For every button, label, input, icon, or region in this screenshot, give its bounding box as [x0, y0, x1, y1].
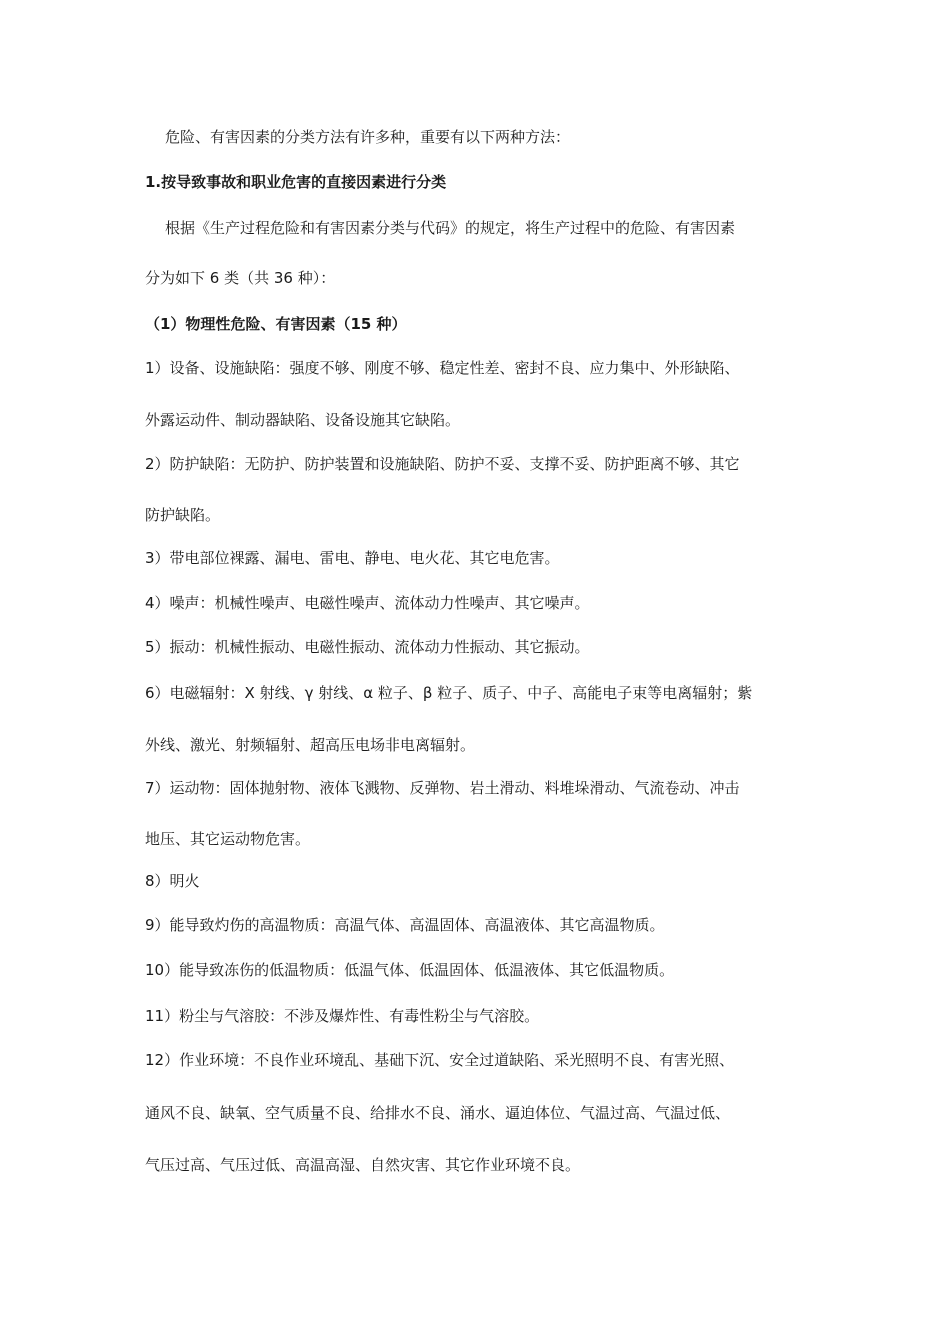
list-item-continuation: 外线、激光、射频辐射、超高压电场非电离辐射。 [145, 736, 476, 754]
section-heading: 1.按导致事故和职业危害的直接因素进行分类 [145, 173, 447, 191]
list-item-continuation: 地压、其它运动物危害。 [145, 830, 311, 848]
list-item: 12）作业环境：不良作业环境乱、基础下沉、安全过道缺陷、采光照明不良、有害光照、 [145, 1051, 735, 1069]
list-item: 6）电磁辐射：X 射线、γ 射线、α 粒子、β 粒子、质子、中子、高能电子束等电离辐射；紫 [145, 684, 753, 702]
list-item: 10）能导致冻伤的低温物质：低温气体、低温固体、低温液体、其它低温物质。 [145, 961, 675, 979]
list-item: 2）防护缺陷：无防护、防护装置和设施缺陷、防护不妥、支撑不妥、防护距离不够、其它 [145, 455, 740, 473]
list-item: 3）带电部位裸露、漏电、雷电、静电、电火花、其它电危害。 [145, 549, 560, 567]
list-item: 9）能导致灼伤的高温物质：高温气体、高温固体、高温液体、其它高温物质。 [145, 916, 665, 934]
paragraph-line: 分为如下 6 类（共 36 种）： [145, 269, 336, 287]
subsection-heading: （1）物理性危险、有害因素（15 种） [145, 315, 407, 333]
list-item-continuation: 气压过高、气压过低、高温高湿、自然灾害、其它作业环境不良。 [145, 1156, 581, 1174]
list-item-continuation: 外露运动件、制动器缺陷、设备设施其它缺陷。 [145, 411, 461, 429]
list-item: 11）粉尘与气溶胶：不涉及爆炸性、有毒性粉尘与气溶胶。 [145, 1007, 540, 1025]
list-item: 7）运动物：固体抛射物、液体飞溅物、反弹物、岩土滑动、料堆垛滑动、气流卷动、冲击 [145, 779, 740, 797]
list-item: 4）噪声：机械性噪声、电磁性噪声、流体动力性噪声、其它噪声。 [145, 594, 590, 612]
paragraph-line: 根据《生产过程危险和有害因素分类与代码》的规定，将生产过程中的危险、有害因素 [165, 219, 736, 237]
list-item: 5）振动：机械性振动、电磁性振动、流体动力性振动、其它振动。 [145, 638, 590, 656]
list-item-continuation: 通风不良、缺氧、空气质量不良、给排水不良、涌水、逼迫体位、气温过高、气温过低、 [145, 1104, 731, 1122]
list-item: 1）设备、设施缺陷：强度不够、刚度不够、稳定性差、密封不良、应力集中、外形缺陷、 [145, 359, 740, 377]
list-item: 8）明火 [145, 872, 200, 890]
intro-paragraph: 危险、有害因素的分类方法有许多种，重要有以下两种方法： [165, 128, 571, 146]
list-item-continuation: 防护缺陷。 [145, 506, 221, 524]
